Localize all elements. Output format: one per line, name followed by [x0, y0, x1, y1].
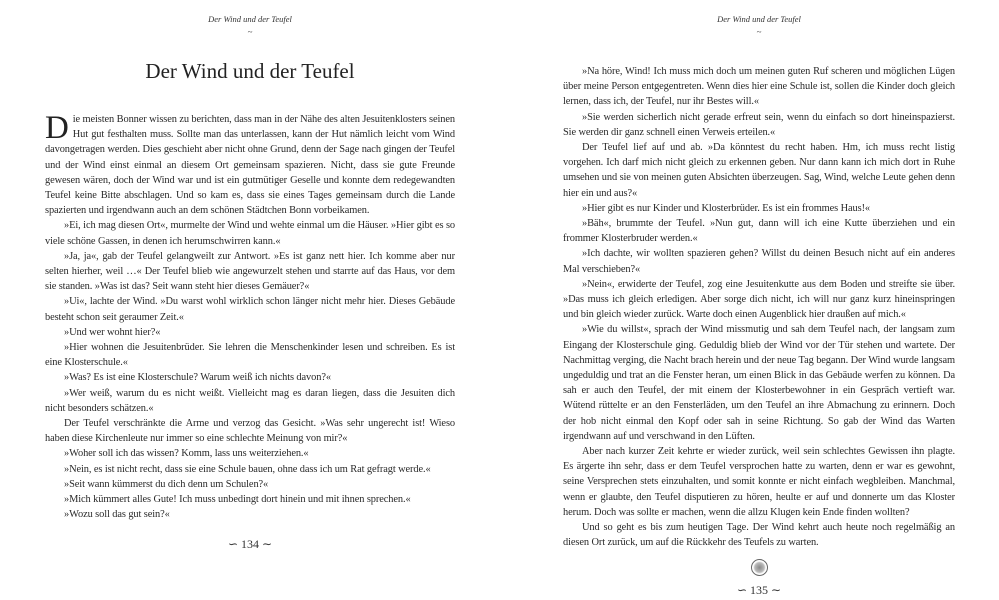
paragraph: »Hier wohnen die Jesuitenbrüder. Sie lehren die Menschenkinder lesen und schreiben. Es ist eine Klosterschule.« [45, 342, 455, 369]
drop-cap: D [45, 110, 69, 146]
paragraph: »Was? Es ist eine Klosterschule? Warum weiß ich nichts davon?« [64, 372, 331, 384]
paragraph: Der Teufel verschränkte die Arme und verzog das Gesicht. »Was sehr ungerecht ist! Wieso haben diese Kirchenleute nur immer so eine schlechte Meinung von mir?« [45, 418, 455, 445]
paragraph: »Wie du willst«, sprach der Wind missmutig und sah dem Teufel nach, der langsam zum Eingang der Klosterschule ging. Geduldig blieb der Wind vor der Tür stehen und wartete. Der Nachmittag verging, die Nacht brach herein und der neue Tag begann. Der Wind wurde langsam ungeduldig und trat an die Fenster heran, um einen Blick in das Gebäude werfen zu können. Da sah er auch den Teufel, der mit einem der Klosterbewohner in ein Gespräch vertieft war. Wütend rüttelte er an den Fensterläden, um den Teufel an ihre Abmachung zu erinnern. Doch der hob nicht einmal den Kopf oder sah in seine Richtung. So gab der Wind das Warten irgendwann auf und verschwand in den Lüften. [563, 324, 955, 442]
right-page [500, 0, 999, 600]
running-head: Der Wind und der Teufel [208, 14, 292, 24]
paragraph: Und so geht es bis zum heutigen Tage. Der Wind kehrt auch heute noch regelmäßig an diesen Ort zurück, um auf die Rückkehr des Teufels zu warten. [563, 522, 955, 549]
page-number: ∽ 134 ∼ [227, 537, 273, 552]
paragraph: »Wozu soll das gut sein?« [64, 509, 170, 521]
paragraph [45, 112, 455, 218]
right-page-flow [563, 64, 955, 598]
paragraph: »Sie werden sicherlich nicht gerade erfreut sein, wenn du einfach so dort hineinspazierst. Sie werden dir ganz schnell einen Verweis erteilen.« [563, 111, 955, 138]
paragraph: »Ei, ich mag diesen Ort«, murmelte der Wind und wehte einmal um die Häuser. »Hier gibt es so viele schöne Gassen, in denen ich herumschwirren kann.« [45, 220, 455, 247]
paragraph: »Ich dachte, wir wollten spazieren gehen? Willst du deinen Besuch nicht auf ein anderes Mal verschieben?« [563, 248, 955, 275]
running-head: Der Wind und der Teufel [717, 14, 801, 24]
page-number: ∽ 135 ∼ [736, 582, 782, 597]
paragraph: »Hier gibt es nur Kinder und Klosterbrüder. Es ist ein frommes Haus!« [582, 202, 871, 214]
running-head-ornament: ~ [756, 27, 762, 37]
right-body-text [563, 64, 955, 551]
paragraph: »Woher soll ich das wissen? Komm, lass uns weiterziehen.« [64, 448, 309, 460]
left-body-text [45, 112, 455, 522]
left-page-flow [45, 112, 455, 552]
paragraph: »Na höre, Wind! Ich muss mich doch um meinen guten Ruf scheren und möglichen Lügen über meine Person entgegentreten. Wenn dies hier eine Schule ist, sollen die Kinder doch gleich lernen, dass ich, der Teufel, nur ihr Bestes will.« [563, 66, 955, 108]
paragraph-text: ie meisten Bonner wissen zu berichten, dass man in der Nähe des alten Jesuitenklosters seinen Hut gut festhalten muss. Sollte man das unterlassen, kann der Hut nämlich leicht vom Wind davongetragen werden. Dies geschieht aber nicht ohne Grund, denn der Sage nach gingen der Teufel und der Wind einst einmal an diesem Ort gemeinsam spazieren. Nicht, dass sie gute Freunde gewesen wären, doch der Wind war und ist ein gutmütiger Geselle und konnte dem redegewandten Teufel keine Bitte abschlagen. Und so kam es, dass sie eines Tages gemeinsam durch die Lande spazierten und irgendwann auch an dem schönen Städtchen Bonn vorbeikamen. [45, 114, 455, 217]
running-head-ornament: ~ [247, 27, 253, 37]
paragraph: Der Teufel lief auf und ab. »Da könntest du recht haben. Hm, ich muss recht listig vorgehen. Ich darf mich nicht gleich zu erkennen geben. Nur dann kann ich mich dort in Ruhe umsehen und sie von meinen guten Absichten überzeugen. Sag, Wind, welche Leute gehen denn hier ein und aus?« [563, 142, 955, 199]
paragraph: »Und wer wohnt hier?« [64, 326, 161, 338]
chapter-title: Der Wind und der Teufel [145, 59, 355, 83]
paragraph: Aber nach kurzer Zeit kehrte er wieder zurück, weil sein schlechtes Gewissen ihn plagte. Es ärgerte ihn sehr, dass er dem Teufel versprochen hatte zu warten, denn er war es gewohnt, seine Versprechen stets einzuhalten, und somit konnte er nicht einfach wegbleiben. Manchmal, wenn er glaubte, den Teufel disputieren zu hören, heulte er auf und donnerte um das Kloster herum. Doch was sollte er machen, wenn die allzu Klugen kein Ende finden wollten? [563, 446, 955, 518]
paragraph: »Ja, ja«, gab der Teufel gelangweilt zur Antwort. »Es ist ganz nett hier. Ich komme aber nur selten hierher, weil …« Der Teufel blieb wie angewurzelt stehen und starrte auf das Haus, vor dem sie standen. »Was ist das? Seit wann steht hier dieses Gemäuer?« [45, 250, 455, 293]
paragraph: »Wer weiß, warum du es nicht weißt. Vielleicht mag es daran liegen, dass die Jesuiten dich nicht besonders schätzen.« [45, 387, 455, 414]
paragraph: »Seit wann kümmerst du dich denn um Schulen?« [64, 478, 269, 490]
ornament-seal-icon [751, 559, 768, 576]
paragraph: »Nein, es ist nicht recht, dass sie eine Schule bauen, ohne dass ich um Rat gefragt werde.« [64, 463, 431, 475]
paragraph: »Nein«, erwiderte der Teufel, zog eine Jesuitenkutte aus dem Boden und streifte sie über. »Das muss ich gleich erledigen. Aber sorge dich nicht, ich will nur ganz kurz hineinspringen und bin gleich wieder zurück. Warte doch einen Augenblick hier draußen auf mich.« [563, 278, 955, 321]
paragraph: »Mich kümmert alles Gute! Ich muss unbedingt dort hinein und mit ihnen sprechen.« [64, 494, 411, 506]
paragraph: »Ui«, lachte der Wind. »Du warst wohl wirklich schon länger nicht mehr hier. Dieses Gebäude besteht schon seit geraumer Zeit.« [45, 296, 455, 323]
paragraph: »Bäh«, brummte der Teufel. »Nun gut, dann will ich eine Kutte überziehen und ein frommer Klosterbruder werden.« [563, 218, 955, 245]
